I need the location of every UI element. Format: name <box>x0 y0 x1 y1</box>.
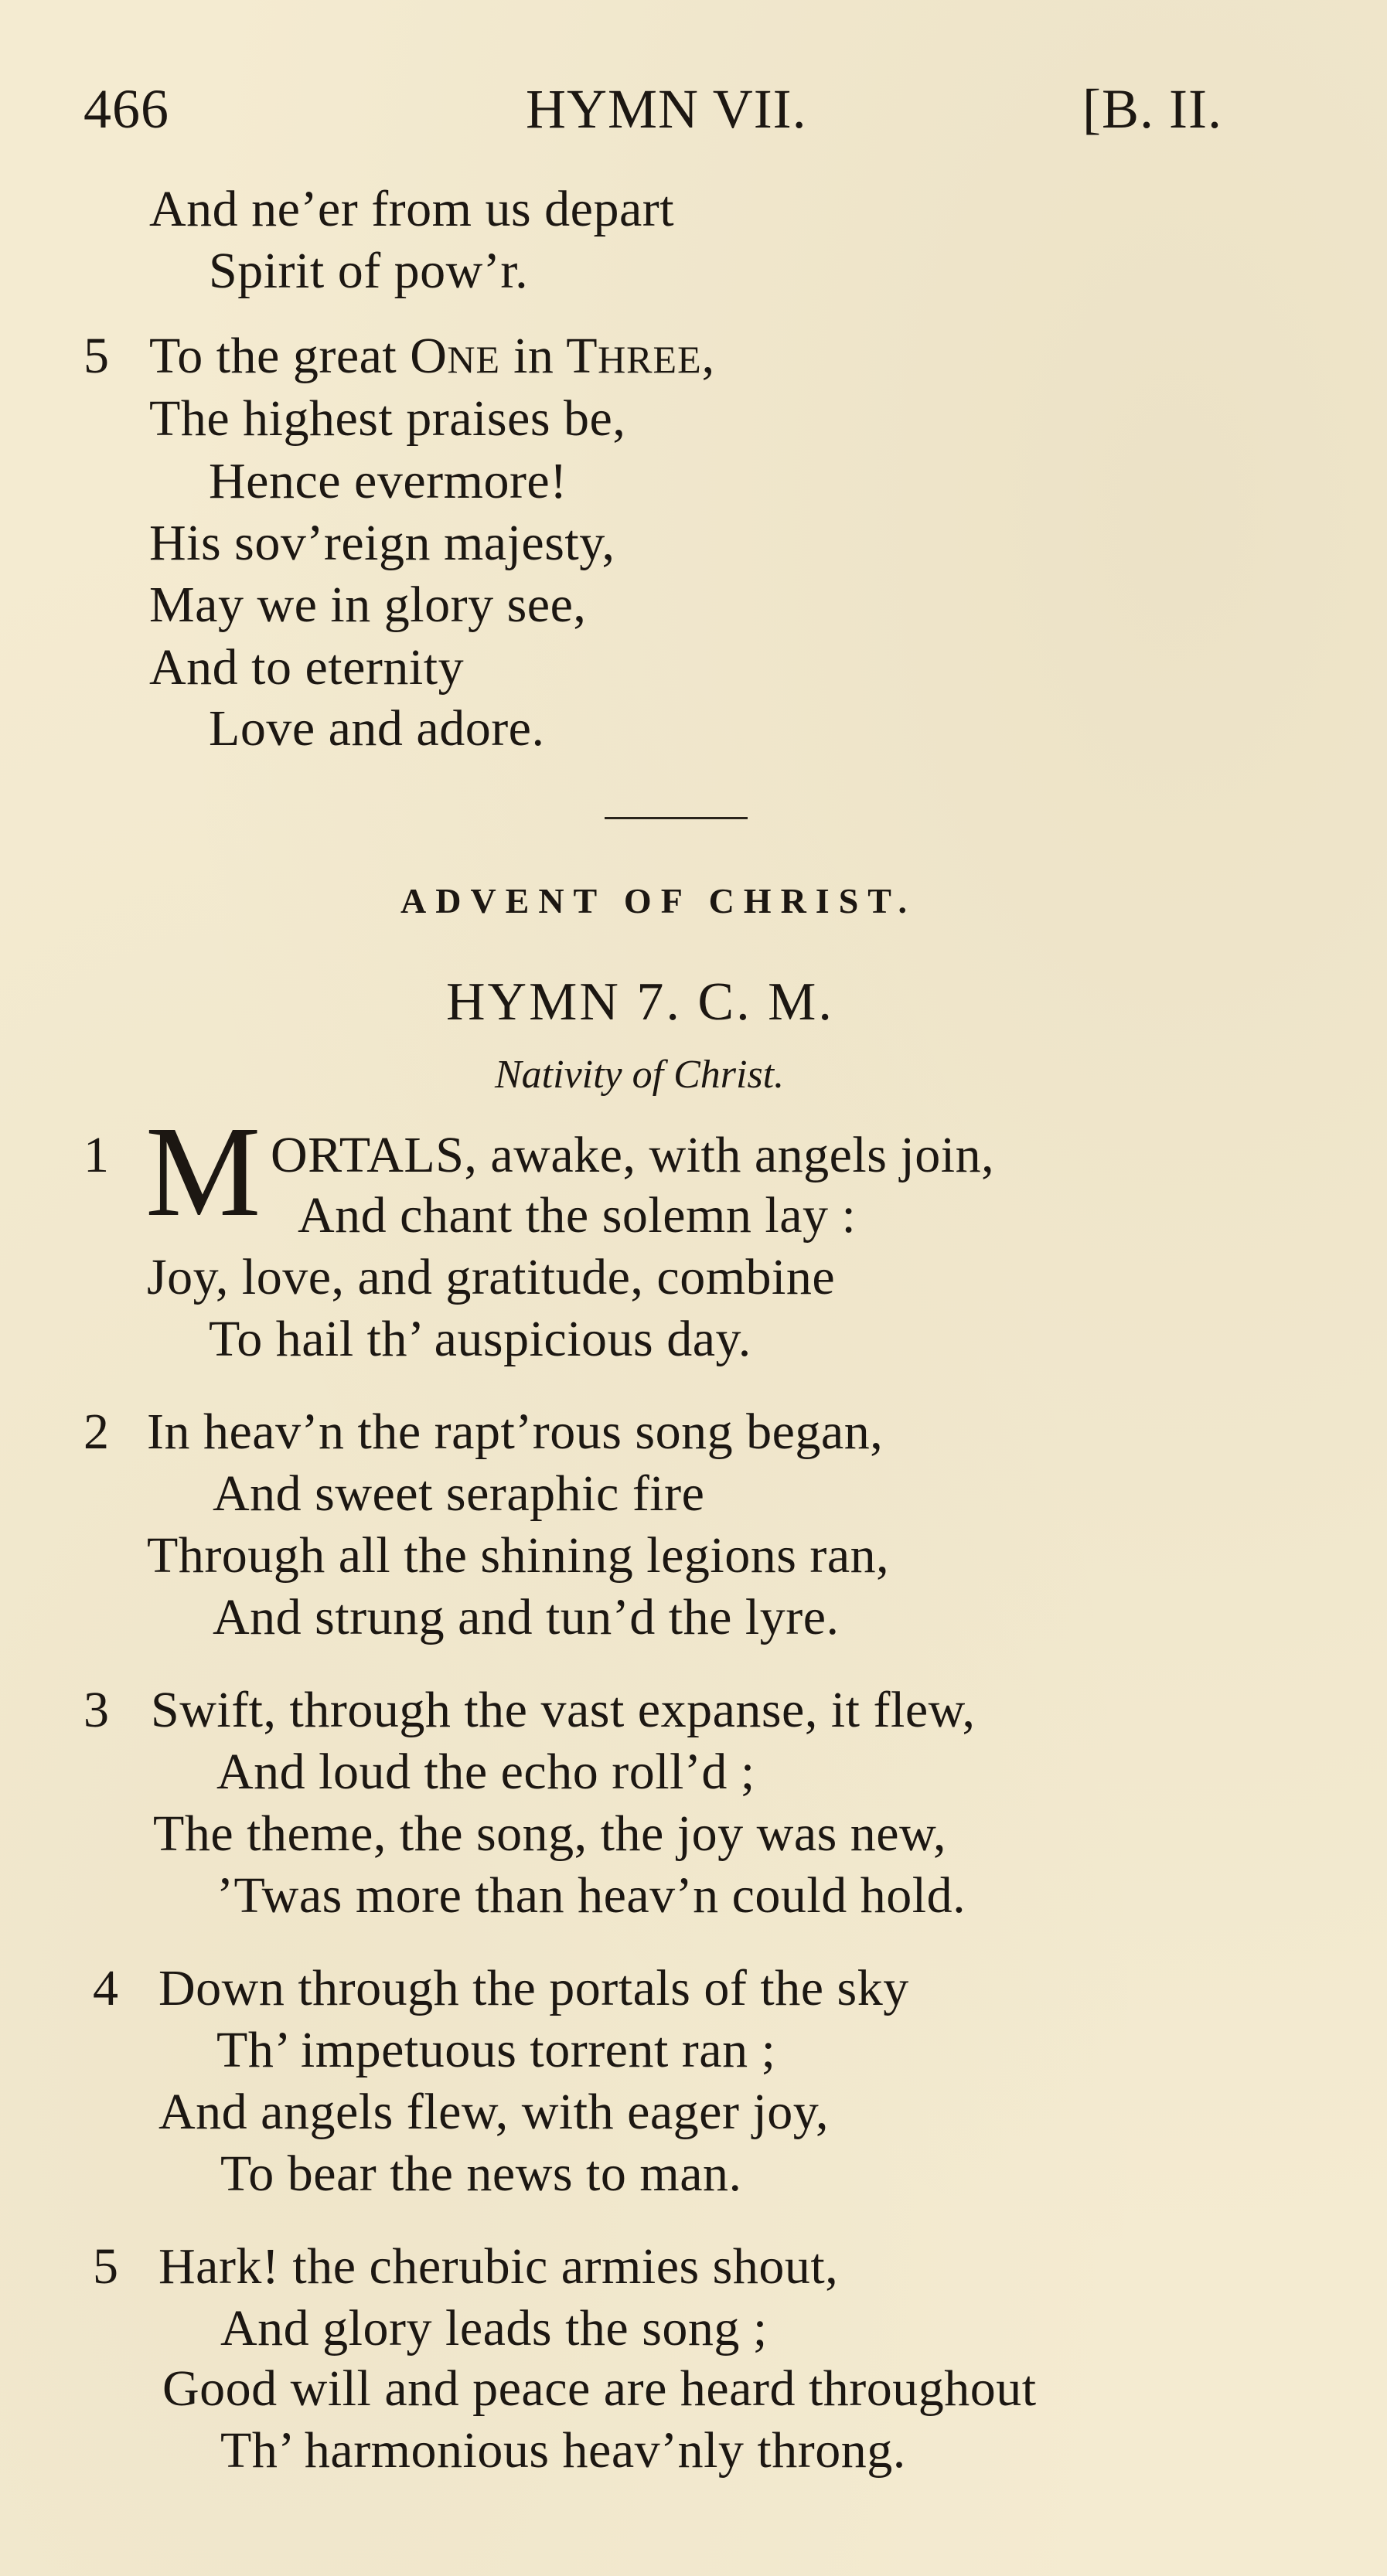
verse-line: The highest praises be, <box>149 390 626 447</box>
small-caps-initial: T <box>566 328 598 384</box>
verse-line: Good will and peace are heard throughout <box>162 2360 1037 2417</box>
verse-line: ORTALS, awake, with angels join, <box>271 1127 995 1183</box>
verse-line: And chant the solemn lay : <box>298 1187 857 1244</box>
verse-line: And glory leads the song ; <box>220 2300 768 2357</box>
verse-line: Th’ impetuous torrent ran ; <box>216 2022 776 2078</box>
section-heading: ADVENT OF CHRIST. <box>400 881 917 920</box>
verse-line: Th’ harmonious heav’nly throng. <box>220 2422 906 2479</box>
small-caps-text: HREE <box>598 338 702 381</box>
section-divider <box>605 817 748 819</box>
stanza-number: 5 <box>93 2238 118 2295</box>
verse-line-small-caps <box>149 328 715 384</box>
stanza-number: 1 <box>83 1127 109 1183</box>
verse-line: Swift, through the vast expanse, it flew, <box>151 1682 976 1738</box>
verse-line: And ne’er from us depart <box>149 181 675 237</box>
hymn-subtitle: Nativity of Christ. <box>495 1053 785 1097</box>
page-number: 466 <box>83 78 169 140</box>
verse-line: ’Twas more than heav’n could hold. <box>216 1867 966 1924</box>
running-title: HYMN VII. <box>526 78 807 140</box>
verse-text: To the great <box>149 328 411 384</box>
verse-text: in <box>500 328 567 384</box>
stanza-number: 4 <box>93 1960 118 2016</box>
verse-line: Down through the portals of the sky <box>158 1960 909 2016</box>
verse-line: Hark! the cherubic armies shout, <box>158 2238 839 2295</box>
small-caps-initial: O <box>410 328 448 384</box>
stanza-number: 2 <box>83 1404 109 1460</box>
verse-line: To hail th’ auspicious day. <box>209 1311 751 1367</box>
verse-line: And loud the echo roll’d ; <box>216 1744 755 1800</box>
verse-line: To bear the news to man. <box>220 2146 742 2202</box>
drop-cap: M <box>145 1100 261 1244</box>
verse-line: And strung and tun’d the lyre. <box>213 1589 840 1645</box>
verse-line: And sweet seraphic fire <box>213 1465 705 1522</box>
verse-line: And angels flew, with eager joy, <box>158 2084 830 2140</box>
verse-line: In heav’n the rapt’rous song began, <box>147 1404 884 1460</box>
verse-text: , <box>701 328 715 384</box>
small-caps-text: NE <box>447 338 501 381</box>
verse-line: May we in glory see, <box>149 577 587 633</box>
verse-line: Spirit of pow’r. <box>209 243 529 299</box>
stanza-number: 3 <box>83 1682 109 1738</box>
hymn-title: HYMN 7. C. M. <box>446 972 834 1032</box>
verse-line: And to eternity <box>149 639 465 696</box>
book-reference: [B. II. <box>1082 78 1222 140</box>
stanza-number: 5 <box>83 328 109 384</box>
verse-line: Hence evermore! <box>209 453 567 509</box>
verse-line: Through all the shining legions ran, <box>147 1527 890 1584</box>
verse-line: Joy, love, and gratitude, combine <box>147 1249 836 1305</box>
verse-line: Love and adore. <box>209 700 545 757</box>
verse-line: His sov’reign majesty, <box>149 515 615 571</box>
verse-line: The theme, the song, the joy was new, <box>153 1805 946 1862</box>
